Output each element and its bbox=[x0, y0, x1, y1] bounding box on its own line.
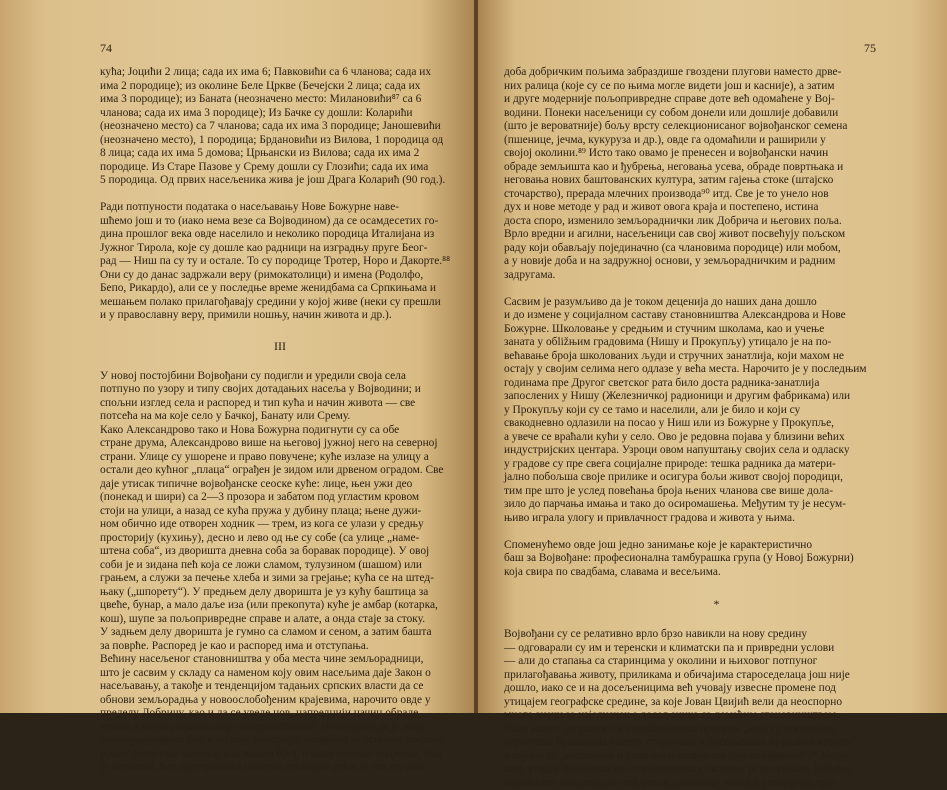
text-line: соби је и зидана пећ која се ложи сламом, тулузином (шашом) или bbox=[100, 559, 460, 573]
text-line: чланова; сада их има 3 породице); Из Бачке су дошли: Коларићи bbox=[100, 107, 460, 121]
text-line: њиво играла улогу и привлачност градова и живота у њима. bbox=[504, 512, 929, 526]
text-line: и друге модерније пољопривредне справе доте већ одомаћене у Вој- bbox=[504, 93, 929, 107]
text-line: стране друма, Александрово више на његовој јужној него на северној bbox=[100, 437, 460, 451]
text-line: Врло вредни и агилни, насељеници сав свој живот посвећују пољском bbox=[504, 228, 929, 242]
left-page-text bbox=[100, 66, 460, 775]
text-line: пределу Добричу, као и да се уведе нов, напреднији начин обраде bbox=[100, 707, 460, 721]
text-line: — али до стапања са старинцима у околини и њиховог потпуног bbox=[504, 655, 929, 669]
text-line: доба добричким пољима забраздише гвоздени плугови наместо дрве- bbox=[504, 66, 929, 80]
text-line: мешањем полако прилагођавају средини у којој живе (неки су прешли bbox=[100, 296, 460, 310]
text-line: има 3 породице); из Баната (неозначено место: Милановићи⁸⁷ са 6 bbox=[100, 93, 460, 107]
section-heading: III bbox=[100, 336, 460, 356]
text-line: запослених у Нишу (Железничкој радионици и другим фабрикама) или bbox=[504, 390, 929, 404]
text-line: укрштања браковима између старинаца и досељеника из разних крајева“, bbox=[504, 736, 929, 750]
text-line: свакодневно одлазили на посао у Ниш или из Божурне у Прокупље, bbox=[504, 417, 929, 431]
text-line: рад — Ниш па су ту и остале. То су породице Тротер, Норо и Дакорте.⁸⁸ bbox=[100, 255, 460, 269]
text-line: заната у обližњим градовима (Нишу и Прокупљу) утицало је на по- bbox=[504, 336, 929, 350]
text-line: шћемо још и то (иако нема везе са Војводином) да се осамдесетих го- bbox=[100, 215, 460, 229]
text-line: (неозначено место), 1 породица; Брдановићи из Вилова, 1 породица од bbox=[100, 134, 460, 148]
text-line: једног ратарског насеља, али њихов број, о коме немамо података, био bbox=[100, 748, 460, 762]
text-line: 5 породица. Од првих насељеника жива је још Драга Коларић (90 год.). bbox=[100, 174, 460, 188]
text-line: (неозначено место) са 7 чланова; сада их има 3 породице; Јаношевићи bbox=[100, 120, 460, 134]
blank-line bbox=[100, 188, 460, 202]
text-line: них ралица (које су се по њима могле видети још и касније), а затим bbox=[504, 80, 929, 94]
text-line: Ради потпуности података о насељавању Нове Божурне наве- bbox=[100, 201, 460, 215]
text-line: Војвођани су се релативно врло брзо навикли на нову средину bbox=[504, 628, 929, 642]
text-line: индустријских центара. Узроци овом напуштању својих села и одласку bbox=[504, 444, 929, 458]
text-line: дина прошлог века овде населило и неколико породица Италијана из bbox=[100, 228, 460, 242]
text-line: (понекад и шири) са 2—3 прозора и забатом под угластим кровом bbox=[100, 491, 460, 505]
text-line: која свира по свадбама, славама и весељима. bbox=[504, 566, 929, 580]
text-line: Бепо, Рикардо), али се у последње време женидбама са Српкињама и bbox=[100, 282, 460, 296]
text-line: Они су до данас задржали веру (римокатолици) и имена (Родолфо, bbox=[100, 269, 460, 283]
text-line: (пшенице, јечма, кукуруза и др.), овде га одомаћили и раширили у bbox=[504, 134, 929, 148]
text-line: земљорадницима био и по која занатлија, потребан за основне послове bbox=[100, 734, 460, 748]
text-line: кућа; Јоцићи 2 лица; сада их има 6; Павковићи са 6 чланова; сада их bbox=[100, 66, 460, 80]
text-line: дух и нове методе у рад и живот овога краја и постепено, истина bbox=[504, 201, 929, 215]
text-line: просторију (кухињу), десно и лево од ње су собе (са улице „наме- bbox=[100, 532, 460, 546]
text-line: својој околини.⁸⁹ Исто тако овамо је пренесен и војвођански начин bbox=[504, 147, 929, 161]
text-line: остају у својим селима него одлазе у већа места. Нарочито је у последњим bbox=[504, 363, 929, 377]
section-separator: * bbox=[504, 593, 929, 615]
text-line: У новој постојбини Војвођани су подигли и уредили своја села bbox=[100, 370, 460, 384]
text-line: породице. Из Старе Пазове у Срему дошли су Глозићи; сада их има bbox=[100, 161, 460, 175]
text-line: цвеће, бунар, а мало даље иза (или прекопута) куће је амбар (котарка, bbox=[100, 599, 460, 613]
text-line: што је сасвим у складу са наменом коју овим насељима даје Закон о bbox=[100, 667, 460, 681]
text-line: већавање броја школованих људи и стручних занатлија, који махом не bbox=[504, 350, 929, 364]
text-line: зило до парчања имања и тако до осиромашења. Међутим ту је несум- bbox=[504, 498, 929, 512]
text-line: — одговарали су им и теренски и климатски па и привредни услови bbox=[504, 642, 929, 656]
text-line: (што је вероватније) бољу врсту селекционисаног војвођанског семена bbox=[504, 120, 929, 134]
text-line: утицајем географске средине, за које Јован Цвијић вели да неоспорно bbox=[504, 696, 929, 710]
text-line: Томе много доприносе и етнобиолошки процеси „који су последица bbox=[504, 723, 929, 737]
text-line: остали део кућног „плаца“ ограђен је зидом или дрвеном оградом. Све bbox=[100, 464, 460, 478]
text-line: ном обично иде отворен ходник — трем, из кога се улази у средњу bbox=[100, 518, 460, 532]
blank-line bbox=[100, 323, 460, 337]
text-line: и у православну веру, примили ношњу, начин живота и др.). bbox=[100, 309, 460, 323]
text-line: има 2 породице); из околине Беле Цркве (Бечејски 2 лица; сада их bbox=[100, 80, 460, 94]
text-line: неговања нових баштованских култура, затим гајења стоке (штајско bbox=[504, 174, 929, 188]
text-line: и до измене у социјалном саставу становништва Александрова и Нове bbox=[504, 309, 929, 323]
text-line: баш за Војвођане: професионална тамбурашка група (у Новој Божурни) bbox=[504, 552, 929, 566]
text-line: даје утисак типичне војвођанске сеоске куће: лице, њен ужи део bbox=[100, 478, 460, 492]
text-line: насељавању, а такође и тенденцијом тадањих српских власти да се bbox=[100, 680, 460, 694]
text-line: Како Александрово тако и Нова Божурна подигнути су са обе bbox=[100, 424, 460, 438]
page-number: 75 bbox=[864, 41, 876, 56]
text-line: Сасвим је разумљиво да је током деценија до наших дана дошло bbox=[504, 296, 929, 310]
text-line: много значи за изједначење досељеника са домаћим становништвом. bbox=[504, 709, 929, 723]
text-line: у Прокупљу који су се тамо и населили, али је било и који су bbox=[504, 404, 929, 418]
text-line: обраде земљишта као и ђубрења, неговања усева, обраде повртњака и bbox=[504, 161, 929, 175]
text-line: њаку („шпорету“). У предњем делу дворишта је уз кућу баштица за bbox=[100, 586, 460, 600]
text-line: стоји на улици, а назад се кућа пружа у дубину плаца; њене дужи- bbox=[100, 505, 460, 519]
text-line: земље и њено рационалније искоришћавање. Неоспорно да је међу bbox=[100, 721, 460, 735]
text-line: доста споро, изменило земљораднички лик Добрича и његових поља. bbox=[504, 215, 929, 229]
blank-line bbox=[504, 282, 929, 296]
text-line: Већину насељеног становништва у оба места чине земљорадници, bbox=[100, 653, 460, 667]
text-line: Јужног Тирола, које су дошле као радници на изградњу пруге Беог- bbox=[100, 242, 460, 256]
text-line: У задњем делу дворишта је гумно са сламом и сеном, а затим башта bbox=[100, 626, 460, 640]
text-line: за поврће. Распоред је као и распоред има и отступања. bbox=[100, 640, 460, 654]
text-line: страни. Улице су ушорене и право повучене; куће излазе на улицу а bbox=[100, 451, 460, 465]
text-line: Божурне. Школовање у средњим и стучним школама, као и учење bbox=[504, 323, 929, 337]
text-line: тим, утицај Војвођана на староседелачку околину је несумњив. Нећемо bbox=[504, 763, 929, 777]
text-line: задругама. bbox=[504, 269, 929, 283]
text-line: водини. Понеки насељеници су собом донели или дошлије добавили bbox=[504, 107, 929, 121]
text-line: прилагођавања животу, приликама и обичајима староседелаца још није bbox=[504, 669, 929, 683]
text-line: грањем, а служи за печење хлеба и зими за грејање; кућа се на штед- bbox=[100, 572, 460, 586]
blank-line bbox=[504, 615, 929, 629]
text-line: годинама пре Другог светског рата било доста радника-занатлија bbox=[504, 377, 929, 391]
text-line: 8 лица; сада их има 5 домова; Црњански из Вилова; сада их има 2 bbox=[100, 147, 460, 161]
blank-line bbox=[100, 356, 460, 370]
text-line: сточарство), прерада млечних производа⁹⁰ итд. Све је то унело нов bbox=[504, 188, 929, 202]
right-page-text bbox=[504, 66, 929, 790]
text-line: тим пре што је услед повећања броја њених чланова све више дола- bbox=[504, 485, 929, 499]
text-line: кош), шупе за пољопривредне справе и алате, а онда стаје за стоку. bbox=[100, 613, 460, 627]
page-number: 74 bbox=[100, 41, 112, 56]
text-line: обнови земљорадња у новоослобођеним крајевима, нарочито овде у bbox=[100, 694, 460, 708]
text-line: у градове су пре свега социјалне природе: тешка радника да матери- bbox=[504, 458, 929, 472]
text-line: а којима се „наспорава и етнички и социјално прилагођивање“.⁴¹ Међу- bbox=[504, 750, 929, 764]
text-line: дошло, иако се и на досељеницима већ учовају извесне промене под bbox=[504, 682, 929, 696]
text-line: а у новије доба и на задружној основи, у земљорадничким и радним bbox=[504, 255, 929, 269]
text-line: раду који обављају појединачно (са члановима породице) или мобом, bbox=[504, 242, 929, 256]
text-line: понављати оно што смо већ рекли о њиховој улози и утицају на при- bbox=[504, 777, 929, 790]
blank-line bbox=[504, 579, 929, 593]
text-line: спољни изглед села и распоред и тип кућа и начин живота — све bbox=[100, 397, 460, 411]
text-line: Споменућемо овде још једно занимање које је карактеристично bbox=[504, 539, 929, 553]
text-line: штена соба“, из дворишта дневна соба за боравак породице). У овој bbox=[100, 545, 460, 559]
blank-line bbox=[504, 525, 929, 539]
text-line: а увече се враћали кући у село. Ово је редовна појава у близини већих bbox=[504, 431, 929, 445]
text-line: потсећа на ма које село у Бачкој, Банату или Срему. bbox=[100, 410, 460, 424]
text-line: јално побољша своје прилике и осигура бољи живот својој породици, bbox=[504, 471, 929, 485]
text-line: потпуно по узору и типу својих дотадањих насеља у Војводини; и bbox=[100, 383, 460, 397]
left-page bbox=[0, 0, 476, 713]
right-page bbox=[478, 0, 947, 713]
text-line: је незнатан. Без претеривања можемо слободно рећи да тек од овог bbox=[100, 761, 460, 775]
